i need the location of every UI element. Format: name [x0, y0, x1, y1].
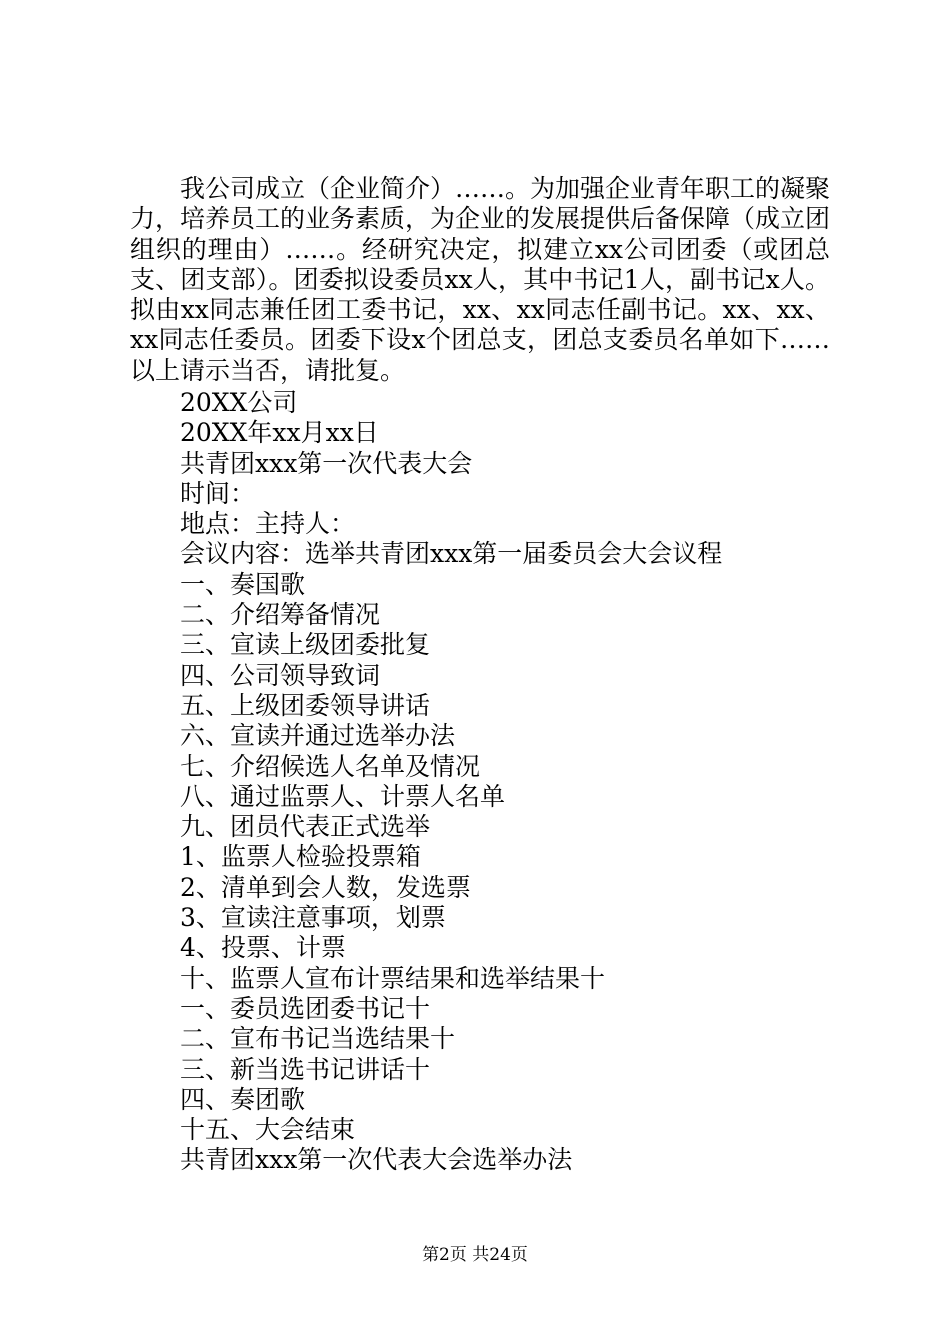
- agenda-subitem: 3、宣读注意事项，划票: [180, 903, 446, 933]
- agenda-item: 三、宣读上级团委批复: [180, 630, 431, 660]
- agenda-item: 三、新当选书记讲话十: [180, 1054, 431, 1084]
- line-election-rules-title: 共青团xxx第一次代表大会选举办法: [180, 1145, 573, 1175]
- agenda-item: 七、介绍候选人名单及情况: [180, 751, 481, 781]
- line-time: 时间：: [180, 478, 256, 508]
- agenda-item: 十、监票人宣布计票结果和选举结果十: [180, 963, 606, 993]
- agenda-item: 十五、大会结束: [180, 1115, 356, 1145]
- agenda-subitem: 2、清单到会人数，发选票: [180, 872, 471, 902]
- line-meeting-content: 会议内容：选举共青团xxx第一届委员会大会议程: [180, 539, 723, 569]
- agenda-subitem: 1、监票人检验投票箱: [180, 842, 421, 872]
- agenda-item: 四、公司领导致词: [180, 660, 381, 690]
- agenda-item: 九、团员代表正式选举: [180, 812, 431, 842]
- agenda-item: 六、宣读并通过选举办法: [180, 721, 456, 751]
- line-meeting-title: 共青团xxx第一次代表大会: [180, 448, 473, 478]
- agenda-item: 四、奏团歌: [180, 1084, 306, 1114]
- agenda-item: 一、奏国歌: [180, 569, 306, 599]
- line-place-host: 地点：主持人：: [180, 509, 356, 539]
- agenda-item: 一、委员选团委书记十: [180, 993, 431, 1023]
- agenda-item: 五、上级团委领导讲话: [180, 690, 431, 720]
- agenda-subitem: 4、投票、计票: [180, 933, 346, 963]
- page-footer: 第2页 共24页: [422, 1245, 528, 1265]
- intro-paragraph: 我公司成立（企业简介）……。为加强企业青年职工的凝聚力，培养员工的业务素质，为企业的发展提供后备保障（成立团组织的理由）……。经研究决定，拟建立xx公司团委（或团总支、团支部）。团委拟设委员xx人，其中书记1人，副书记x人。拟由xx同志兼任团工委书记，xx、xx同志任副书记。xx、xx、xx同志任委员。团委下设x个团总支，团总支委员名单如下……以上请示当否，请批复。: [130, 174, 831, 385]
- agenda-item: 二、介绍筹备情况: [180, 600, 381, 630]
- line-date: 20XX年xx月xx日: [180, 418, 379, 448]
- agenda-item: 二、宣布书记当选结果十: [180, 1024, 456, 1054]
- agenda-item: 八、通过监票人、计票人名单: [180, 781, 506, 811]
- content-lines: [180, 388, 722, 1176]
- line-company: 20XX公司: [180, 388, 298, 417]
